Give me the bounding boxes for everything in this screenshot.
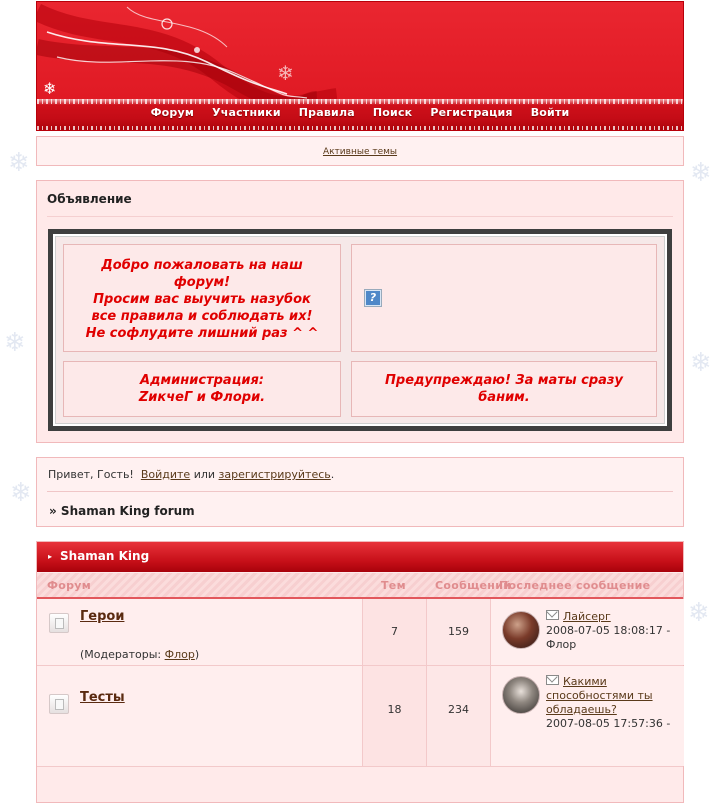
snowflake-decoration: ❄ — [8, 148, 30, 178]
topics-count-cell — [363, 599, 427, 665]
divider — [47, 491, 673, 492]
moderator-link[interactable]: Флор — [164, 648, 195, 661]
last-post-cell — [491, 666, 684, 766]
posts-count-cell — [427, 599, 491, 665]
greeting-panel — [36, 457, 684, 527]
welcome-line: Не софлудите лишний раз ^ ^ — [85, 326, 319, 341]
warning-line: баним. — [478, 390, 530, 405]
last-post-link[interactable]: Какими способностями ты обладаешь? — [546, 675, 653, 716]
envelope-icon — [546, 675, 559, 685]
image-cell — [351, 244, 657, 352]
active-topics-bar — [36, 136, 684, 166]
announcement-title: Объявление — [47, 192, 132, 206]
column-topics: Тем — [381, 579, 406, 592]
snowflake-decoration: ❄ — [4, 328, 26, 358]
forum-row — [37, 666, 683, 767]
forum-info-cell — [37, 599, 363, 665]
column-posts: Сообщений — [435, 579, 512, 592]
period-text: . — [330, 468, 335, 481]
welcome-line: Добро пожаловать на наш — [101, 258, 303, 273]
svg-text:❄: ❄ — [43, 79, 57, 98]
nav-item-search[interactable]: Поиск — [372, 106, 413, 119]
topics-count: 18 — [387, 703, 402, 716]
welcome-line: все правила и соблюдать их! — [91, 309, 313, 324]
last-post-info — [546, 610, 682, 652]
broken-image-icon: ? — [364, 289, 382, 307]
welcome-line: Просим вас выучить назубок — [93, 292, 311, 307]
last-post-info — [546, 675, 682, 731]
last-post-cell — [491, 599, 684, 665]
forum-info-cell — [37, 666, 363, 766]
forum-name-link[interactable]: Герои — [80, 609, 125, 624]
welcome-cell — [63, 244, 341, 352]
moderators-suffix: ) — [194, 648, 200, 661]
swirl-decoration-icon — [37, 2, 337, 102]
forum-header — [36, 1, 684, 131]
envelope-icon — [546, 610, 559, 620]
frost-decoration — [37, 126, 683, 131]
warning-cell — [351, 361, 657, 417]
login-link[interactable]: Войдите — [140, 468, 191, 481]
nav-item-forum[interactable]: Форум — [150, 106, 195, 119]
column-headers — [37, 573, 683, 599]
page-wrapper — [36, 0, 684, 803]
column-forum: Форум — [47, 579, 92, 592]
posts-count: 159 — [448, 625, 469, 638]
last-post-author: Флор — [546, 638, 577, 651]
column-last-post: Последнее сообщение — [499, 579, 651, 592]
announcement-frame — [48, 229, 672, 431]
last-post-date: 2007-08-05 17:57:36 - — [546, 717, 671, 730]
category-header — [37, 542, 683, 572]
moderators — [80, 648, 199, 661]
breadcrumb[interactable]: » Shaman King forum — [49, 504, 195, 518]
last-post-date: 2008-07-05 18:08:17 - — [546, 624, 671, 637]
nav-item-rules[interactable]: Правила — [298, 106, 355, 119]
last-post-link[interactable]: Лайсерг — [563, 610, 611, 623]
announcement-panel — [36, 180, 684, 443]
topics-count-cell — [363, 666, 427, 766]
category-shaman-king — [36, 541, 684, 803]
welcome-line: форум! — [173, 275, 231, 290]
register-link[interactable]: зарегистрируйтесь — [218, 468, 331, 481]
topics-count: 7 — [391, 625, 398, 638]
posts-count: 234 — [448, 703, 469, 716]
snowflake-decoration: ❄ — [10, 478, 32, 508]
svg-text:❄: ❄ — [277, 61, 294, 85]
triangle-right-icon: ▸ — [48, 552, 53, 561]
or-text: или — [193, 468, 216, 481]
nav-item-register[interactable]: Регистрация — [430, 106, 513, 119]
forum-read-icon — [49, 613, 69, 633]
divider — [47, 216, 673, 217]
avatar[interactable] — [502, 676, 540, 714]
snowflake-decoration: ❄ — [690, 348, 712, 378]
forum-row — [37, 599, 683, 666]
category-title[interactable] — [48, 549, 149, 563]
nav-item-members[interactable]: Участники — [212, 106, 281, 119]
admin-line: Администрация: — [140, 373, 264, 388]
avatar[interactable] — [502, 611, 540, 649]
category-title-text: Shaman King — [60, 549, 150, 563]
moderators-prefix: (Модераторы: — [80, 648, 165, 661]
nav-item-login[interactable]: Войти — [530, 106, 570, 119]
forum-name-link[interactable]: Тесты — [80, 690, 125, 705]
posts-count-cell — [427, 666, 491, 766]
greeting-text: Привет, Гость! — [48, 468, 134, 481]
admin-cell — [63, 361, 341, 417]
frost-decoration — [37, 99, 683, 104]
main-nav — [37, 106, 683, 119]
snowflake-decoration: ❄ — [688, 598, 710, 628]
warning-line: Предупреждаю! За маты сразу — [385, 373, 623, 388]
forum-read-icon — [49, 694, 69, 714]
admin-line: ZикчеГ и Флори. — [138, 390, 266, 405]
greeting-line — [48, 468, 334, 481]
snowflake-decoration: ❄ — [690, 158, 712, 188]
active-topics-link[interactable]: Активные темы — [322, 147, 398, 157]
